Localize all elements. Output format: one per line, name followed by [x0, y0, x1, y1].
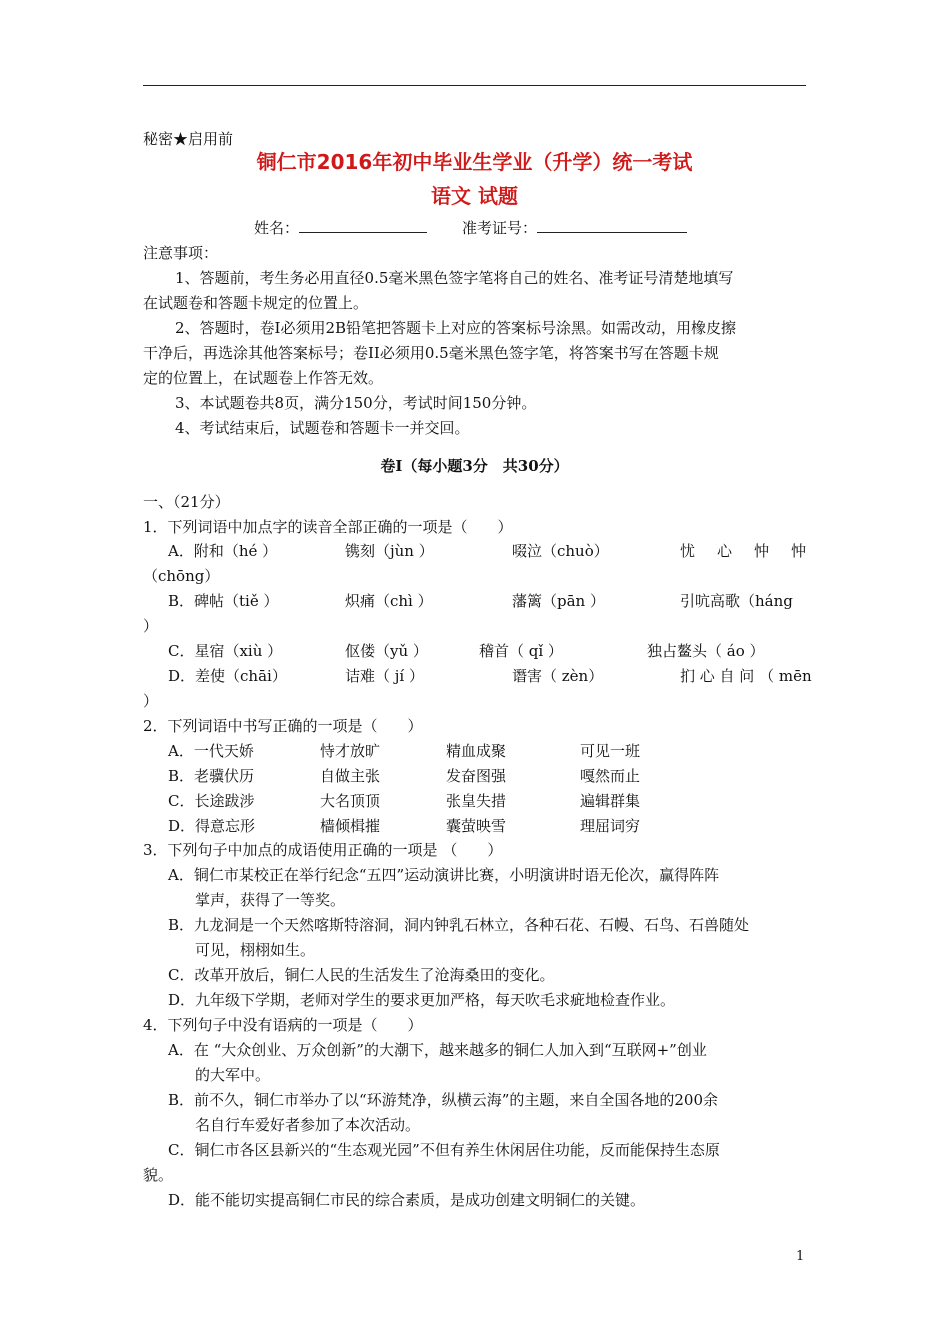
q1-option-c-word4: 独占鳌头（ áo ） [647, 642, 765, 660]
notice-heading: 注意事项： [143, 244, 219, 262]
notice-3: 3、本试题卷共8页，满分150分，考试时间150分钟。 [175, 394, 537, 412]
q1-option-a: A．附和（hé ） [168, 542, 278, 560]
q4-option-d: D．能不能切实提高铜仁市民的综合素质，是成功创建文明铜仁的关键。 [168, 1191, 646, 1209]
q2-option-c-word4: 遍辑群集 [580, 792, 641, 810]
q4-option-a-line1: A．在 “大众创业、万众创新”的大潮下，越来越多的铜仁人加入到“互联网+”创业 [168, 1041, 707, 1059]
name-label: 姓名： [254, 219, 300, 237]
notice-2a: 2、答题时，卷I必须用2B铅笔把答题卡上对应的答案标号涂黑。如需改动，用橡皮擦 [175, 319, 737, 337]
exam-no-field-row [462, 218, 687, 238]
exam-title: 铜仁市2016年初中毕业生学业（升学）统一考试 [256, 150, 693, 174]
name-field[interactable] [299, 218, 427, 233]
q2-option-a-word2: 恃才放旷 [320, 742, 381, 760]
q3-stem: 3．下列句子中加点的成语使用正确的一项是 （ ） [143, 841, 503, 859]
q2-option-a-word3: 精血成聚 [446, 742, 507, 760]
q2-option-b-word3: 发奋图强 [446, 767, 507, 785]
q1-option-a-cont: （chōng） [143, 567, 220, 585]
q2-option-a: A．一代天娇 [168, 742, 254, 760]
q2-option-d-word2: 樯倾楫摧 [320, 817, 381, 835]
q1-option-c-word2: 伛偻（yǔ ） [345, 642, 428, 660]
q4-option-a-line2: 的大军中。 [195, 1066, 271, 1084]
q1-option-d-word2: 诘难（ jí ） [345, 667, 424, 685]
q2-option-c-word3: 张皇失措 [446, 792, 507, 810]
notice-2b: 干净后，再选涂其他答案标号；卷II必须用0.5毫米黑色签字笔，将答案书写在答题卡规 [143, 344, 719, 362]
q1-option-b-word4: 引吭高歌（háng [680, 592, 793, 610]
exam-subtitle: 语文 试题 [431, 184, 518, 208]
q2-option-b: B．老骥伏历 [168, 767, 255, 785]
q1-stem: 1．下列词语中加点字的读音全部正确的一项是（ ） [143, 518, 513, 536]
q1-option-a-word4: 忧 心 忡 忡 [680, 542, 806, 560]
notice-4: 4、考试结束后，试题卷和答题卡一并交回。 [175, 419, 470, 437]
q1-option-a-word3: 啜泣（chuò） [512, 542, 609, 560]
q2-option-c-word2: 大名顶顶 [320, 792, 381, 810]
q1-option-b-word3: 藩篱（pān ） [512, 592, 605, 610]
page-number: 1 [796, 1249, 805, 1264]
q2-option-d: D．得意忘形 [168, 817, 256, 835]
q1-option-d: D．差使（chāi） [168, 667, 287, 685]
q2-stem: 2．下列词语中书写正确的一项是（ ） [143, 717, 423, 735]
q1-option-d-word3: 谮害（ zèn） [512, 667, 604, 685]
exam-no-field[interactable] [537, 218, 687, 233]
q1-option-a-word2: 镌刻（jùn ） [345, 542, 434, 560]
q1-option-d-cont: ） [143, 692, 159, 710]
secret-tag: 秘密★启用前 [143, 130, 234, 148]
q1-option-b-word2: 炽痛（chì ） [345, 592, 433, 610]
section-title: 卷Ⅰ（每小题3分 共30分） [380, 457, 569, 475]
q1-option-b: B．碑帖（tiě ） [168, 592, 279, 610]
q4-option-b-line1: B．前不久，铜仁市举办了以“环游梵净，纵横云海”的主题，来自全国各地的200余 [168, 1091, 718, 1109]
part-heading: 一、（21分） [143, 493, 230, 511]
q2-option-c: C．长途跋涉 [168, 792, 255, 810]
q3-option-c: C．改革开放后，铜仁人民的生活发生了沧海桑田的变化。 [168, 966, 555, 984]
q4-stem: 4．下列句子中没有语病的一项是（ ） [143, 1016, 423, 1034]
q1-option-c-word3: 稽首（ qǐ ） [479, 642, 563, 660]
q3-option-d: D．九年级下学期，老师对学生的要求更加严格，每天吹毛求疵地检查作业。 [168, 991, 676, 1009]
q3-option-b-line1: B．九龙洞是一个天然喀斯特溶洞，洞内钟乳石林立，各种石花、石幔、石鸟、石兽随处 [168, 916, 750, 934]
q4-option-b-line2: 名自行车爱好者参加了本次活动。 [195, 1116, 421, 1134]
q2-option-b-word4: 嘎然而止 [580, 767, 641, 785]
q2-option-a-word4: 可见一班 [580, 742, 641, 760]
q3-option-a-line1: A．铜仁市某校正在举行纪念“五四”运动演讲比赛，小明演讲时语无伦次，赢得阵阵 [168, 866, 720, 884]
name-field-row [254, 218, 427, 238]
q3-option-a-line2: 掌声，获得了一等奖。 [195, 891, 346, 909]
q1-option-c: C．星宿（xiù ） [168, 642, 283, 660]
notice-2c: 定的位置上，在试题卷上作答无效。 [143, 369, 384, 387]
q3-option-b-line2: 可见，栩栩如生。 [195, 941, 316, 959]
q4-option-c-line2: 貌。 [143, 1166, 174, 1184]
q4-option-c-line1: C．铜仁市各区县新兴的“生态观光园”不但有养生休闲居住功能，反而能保持生态原 [168, 1141, 720, 1159]
exam-no-label: 准考证号： [462, 219, 538, 237]
q2-option-d-word3: 囊萤映雪 [446, 817, 507, 835]
q1-option-b-cont: ） [143, 617, 159, 635]
q2-option-d-word4: 理屈词穷 [580, 817, 641, 835]
q2-option-b-word2: 自做主张 [320, 767, 381, 785]
q1-option-d-word4: 扪 心 自 问 （ mēn [680, 667, 812, 685]
header-rule [143, 85, 806, 86]
notice-1b: 在试题卷和答题卡规定的位置上。 [143, 294, 369, 312]
notice-1a: 1、答题前，考生务必用直径0.5毫米黑色签字笔将自己的姓名、准考证号清楚地填写 [175, 269, 734, 287]
